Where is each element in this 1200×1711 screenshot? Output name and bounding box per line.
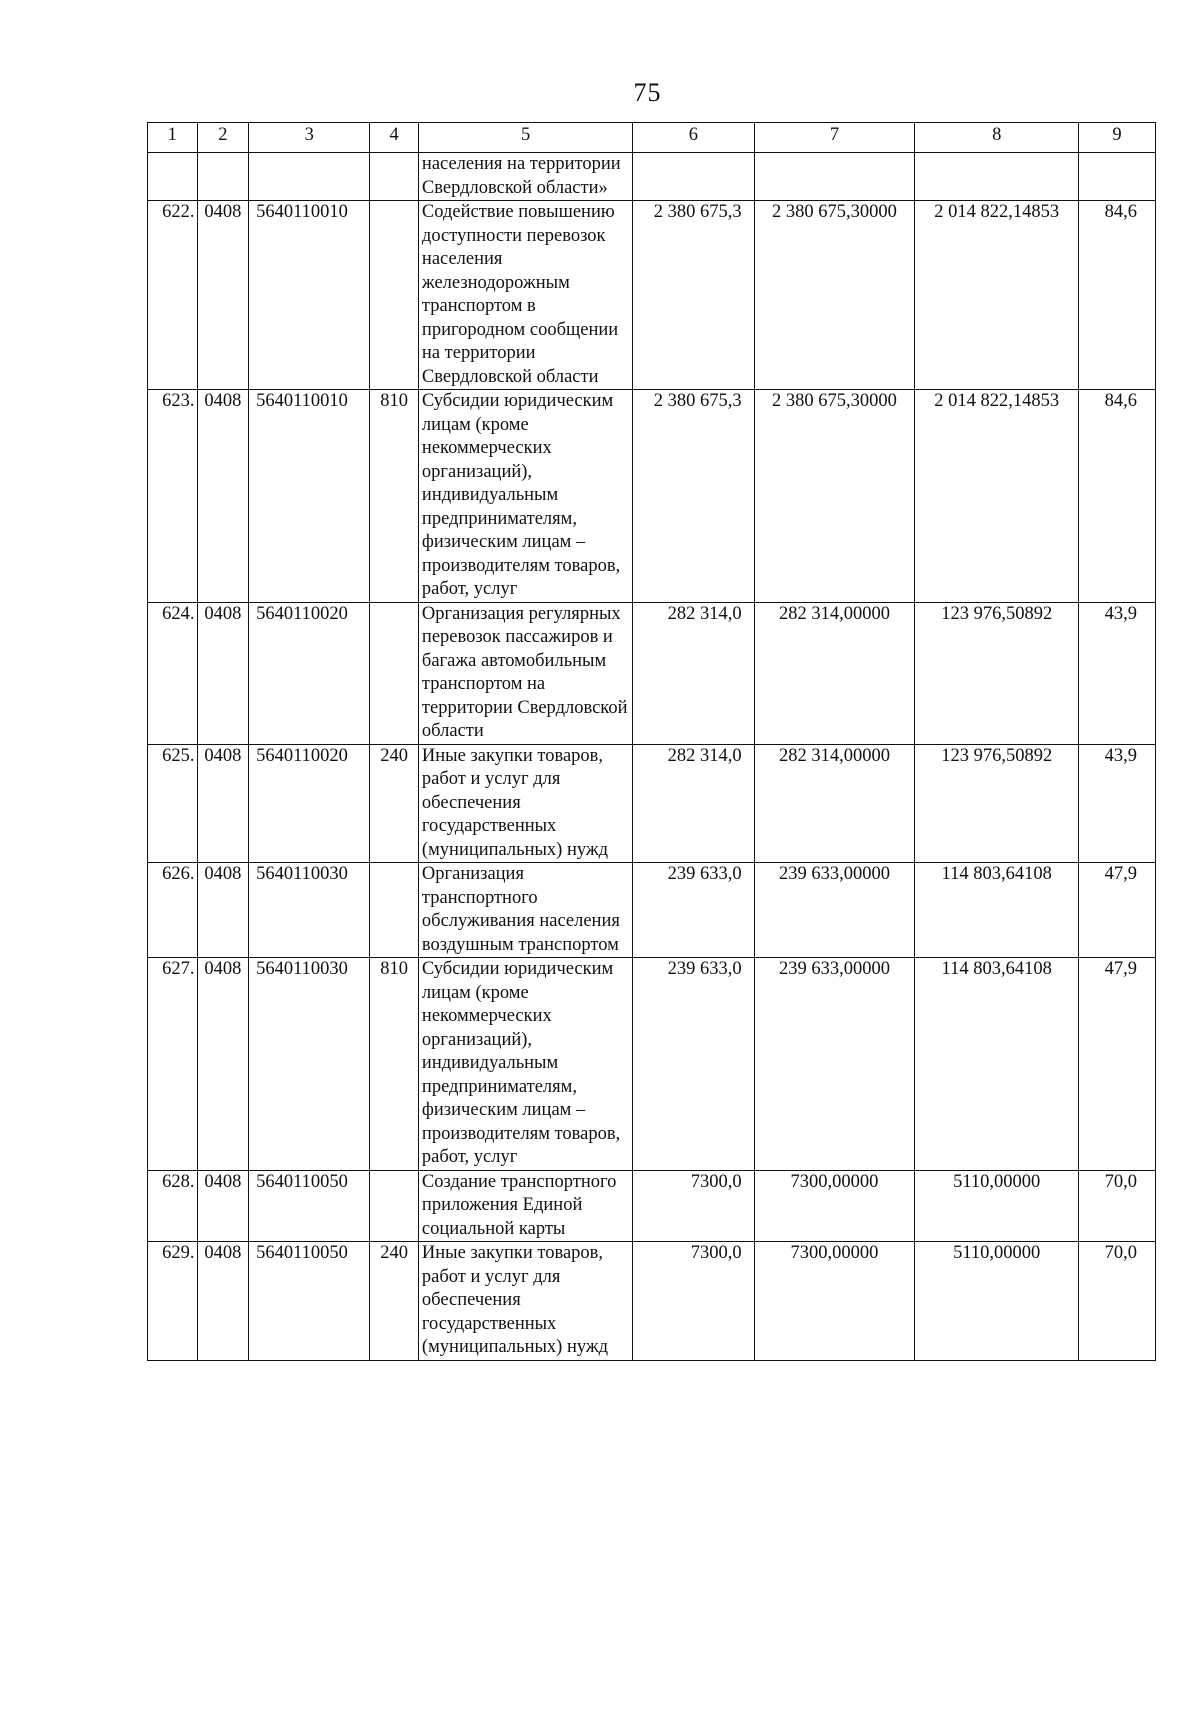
row-number bbox=[148, 153, 198, 201]
row-number: 622. bbox=[148, 201, 198, 390]
section-code: 0408 bbox=[197, 602, 249, 744]
actual-amount: 2 014 822,14853 bbox=[915, 201, 1079, 390]
plan-amount: 2 380 675,3 bbox=[633, 201, 754, 390]
col-header-3: 3 bbox=[249, 123, 370, 153]
page-number: 75 bbox=[633, 78, 662, 107]
actual-amount: 5110,00000 bbox=[915, 1170, 1079, 1242]
percent-value: 70,0 bbox=[1079, 1242, 1156, 1361]
plan-amount bbox=[633, 153, 754, 201]
target-article-code: 5640110020 bbox=[249, 602, 370, 744]
table-row bbox=[148, 602, 1156, 744]
percent-value: 47,9 bbox=[1079, 863, 1156, 958]
percent-value: 43,9 bbox=[1079, 744, 1156, 863]
target-article-code: 5640110020 bbox=[249, 744, 370, 863]
actual-amount bbox=[915, 153, 1079, 201]
section-code bbox=[197, 153, 249, 201]
target-article-code: 5640110010 bbox=[249, 390, 370, 603]
refined-amount bbox=[754, 153, 915, 201]
item-name: Организация регулярных перевозок пассажиров и багажа автомобильным транспортом на территории Свердловской области bbox=[418, 602, 632, 744]
refined-amount: 239 633,00000 bbox=[754, 863, 915, 958]
table-row bbox=[148, 390, 1156, 603]
col-header-2: 2 bbox=[197, 123, 249, 153]
percent-value: 47,9 bbox=[1079, 958, 1156, 1171]
refined-amount: 2 380 675,30000 bbox=[754, 390, 915, 603]
refined-amount: 282 314,00000 bbox=[754, 602, 915, 744]
expense-type-code: 810 bbox=[370, 958, 419, 1171]
actual-amount: 123 976,50892 bbox=[915, 744, 1079, 863]
percent-value bbox=[1079, 153, 1156, 201]
row-number: 628. bbox=[148, 1170, 198, 1242]
actual-amount: 114 803,64108 bbox=[915, 958, 1079, 1171]
expense-type-code: 240 bbox=[370, 1242, 419, 1361]
item-name: Создание транспортного приложения Единой социальной карты bbox=[418, 1170, 632, 1242]
section-code: 0408 bbox=[197, 201, 249, 390]
section-code: 0408 bbox=[197, 390, 249, 603]
table-row bbox=[148, 744, 1156, 863]
percent-value: 84,6 bbox=[1079, 201, 1156, 390]
refined-amount: 239 633,00000 bbox=[754, 958, 915, 1171]
plan-amount: 282 314,0 bbox=[633, 602, 754, 744]
row-number: 627. bbox=[148, 958, 198, 1171]
row-number: 624. bbox=[148, 602, 198, 744]
actual-amount: 123 976,50892 bbox=[915, 602, 1079, 744]
table-row bbox=[148, 1170, 1156, 1242]
actual-amount: 114 803,64108 bbox=[915, 863, 1079, 958]
plan-amount: 7300,0 bbox=[633, 1170, 754, 1242]
table-row bbox=[148, 1242, 1156, 1361]
expense-type-code bbox=[370, 153, 419, 201]
plan-amount: 7300,0 bbox=[633, 1242, 754, 1361]
target-article-code: 5640110030 bbox=[249, 958, 370, 1171]
col-header-9: 9 bbox=[1079, 123, 1156, 153]
section-code: 0408 bbox=[197, 744, 249, 863]
target-article-code: 5640110010 bbox=[249, 201, 370, 390]
row-number: 626. bbox=[148, 863, 198, 958]
plan-amount: 2 380 675,3 bbox=[633, 390, 754, 603]
refined-amount: 7300,00000 bbox=[754, 1170, 915, 1242]
col-header-6: 6 bbox=[633, 123, 754, 153]
plan-amount: 239 633,0 bbox=[633, 958, 754, 1171]
percent-value: 84,6 bbox=[1079, 390, 1156, 603]
percent-value: 70,0 bbox=[1079, 1170, 1156, 1242]
header-row bbox=[148, 123, 1156, 153]
col-header-8: 8 bbox=[915, 123, 1079, 153]
section-code: 0408 bbox=[197, 1242, 249, 1361]
section-code: 0408 bbox=[197, 958, 249, 1171]
col-header-1: 1 bbox=[148, 123, 198, 153]
item-name: Иные закупки товаров, работ и услуг для обеспечения государственных (муниципальных) нужд bbox=[418, 744, 632, 863]
row-number: 625. bbox=[148, 744, 198, 863]
target-article-code bbox=[249, 153, 370, 201]
row-number: 623. bbox=[148, 390, 198, 603]
expense-type-code bbox=[370, 1170, 419, 1242]
table-row bbox=[148, 958, 1156, 1171]
col-header-7: 7 bbox=[754, 123, 915, 153]
target-article-code: 5640110030 bbox=[249, 863, 370, 958]
table-row bbox=[148, 201, 1156, 390]
actual-amount: 2 014 822,14853 bbox=[915, 390, 1079, 603]
item-name: Субсидии юридическим лицам (кроме некоммерческих организаций), индивидуальным предпринимателям, физическим лицам – производителям товаров, работ, услуг bbox=[418, 390, 632, 603]
table-row bbox=[148, 863, 1156, 958]
percent-value: 43,9 bbox=[1079, 602, 1156, 744]
section-code: 0408 bbox=[197, 1170, 249, 1242]
item-name: населения на территории Свердловской области» bbox=[418, 153, 632, 201]
target-article-code: 5640110050 bbox=[249, 1242, 370, 1361]
col-header-5: 5 bbox=[418, 123, 632, 153]
target-article-code: 5640110050 bbox=[249, 1170, 370, 1242]
budget-table bbox=[147, 122, 1156, 1361]
actual-amount: 5110,00000 bbox=[915, 1242, 1079, 1361]
refined-amount: 2 380 675,30000 bbox=[754, 201, 915, 390]
refined-amount: 7300,00000 bbox=[754, 1242, 915, 1361]
expense-type-code: 810 bbox=[370, 390, 419, 603]
section-code: 0408 bbox=[197, 863, 249, 958]
col-header-4: 4 bbox=[370, 123, 419, 153]
expense-type-code: 240 bbox=[370, 744, 419, 863]
item-name: Организация транспортного обслуживания населения воздушным транспортом bbox=[418, 863, 632, 958]
row-number: 629. bbox=[148, 1242, 198, 1361]
expense-type-code bbox=[370, 201, 419, 390]
expense-type-code bbox=[370, 602, 419, 744]
item-name: Субсидии юридическим лицам (кроме некоммерческих организаций), индивидуальным предпринимателям, физическим лицам – производителям товаров, работ, услуг bbox=[418, 958, 632, 1171]
expense-type-code bbox=[370, 863, 419, 958]
item-name: Иные закупки товаров, работ и услуг для обеспечения государственных (муниципальных) нужд bbox=[418, 1242, 632, 1361]
item-name: Содействие повышению доступности перевозок населения железнодорожным транспортом в пригородном сообщении на территории Свердловской области bbox=[418, 201, 632, 390]
plan-amount: 282 314,0 bbox=[633, 744, 754, 863]
refined-amount: 282 314,00000 bbox=[754, 744, 915, 863]
plan-amount: 239 633,0 bbox=[633, 863, 754, 958]
table-row bbox=[148, 153, 1156, 201]
